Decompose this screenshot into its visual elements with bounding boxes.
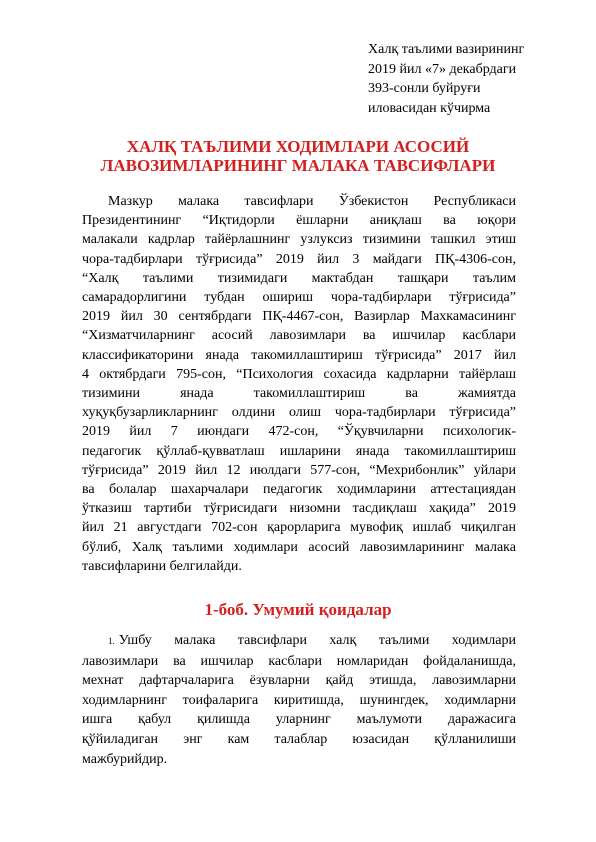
- numbered-item-1: [82, 631, 516, 769]
- paragraph-line: малакали кадрлар тайёрлашнинг узлуксиз тизимини ташкил этиш: [82, 232, 516, 248]
- paragraph-line: ва болалар шахарчалари педагогик ходимларини аттестациядан: [82, 482, 516, 498]
- paragraph-line: Мазкур малака тавсифлари Ўзбекистон Республикаси: [108, 194, 516, 209]
- paragraph-line: [82, 631, 516, 652]
- paragraph-line: хуқуқбузарликларнинг олдини олиш чора-тадбирлари тўғрисида”: [82, 405, 516, 421]
- header-line: Халқ таълими вазирининг: [368, 42, 525, 57]
- paragraph-line: Президентининг “Иқтидорли ёшларни аниқлаш ва юқори: [82, 213, 516, 229]
- chapter-heading: 1-боб. Умумий қоидалар: [204, 600, 392, 619]
- paragraph-line: лавозимлари ва ишчилар касблари номларидан фойдаланишда,: [82, 653, 516, 669]
- header-line: 2019 йил «7» декабрдаги: [368, 61, 517, 77]
- paragraph-line: самарадорлигини тубдан ошириш чора-тадбирлари тўғрисида”: [82, 290, 516, 306]
- paragraph-line: 2019 йил 7 июндаги 472-сон, “Ўқувчиларни психологик-: [82, 424, 516, 440]
- paragraph-line: мехнат дафтарчаларига ёзувларни қайд этишда, лавозимларни: [82, 673, 516, 689]
- paragraph-line: йил 21 августдаги 702-сон қарорларига мувофиқ ишлаб чиқилган: [82, 520, 516, 536]
- paragraph-line: педагогик қўллаб-қувватлаш ишларини янада такомиллаштириш: [82, 443, 516, 459]
- paragraph-line: “Халқ таълими тизимидаги мактабдан ташқари таълим: [82, 270, 516, 286]
- paragraph-line: бўлиб, Халқ таълими ходимлари асосий лавозимларининг малака: [82, 539, 516, 555]
- paragraph-line: классификаторини янада такомиллаштириш тўғрисида” 2017 йил: [82, 347, 516, 363]
- item-number: 1.: [108, 636, 115, 646]
- paragraph-line: 4 октябрдаги 795-сон, “Психология сохасида кадрларни тайёрлаш: [82, 366, 516, 382]
- paragraph-line: қўйиладиган энг кам талаблар юзасидан қўлланилиши: [82, 731, 516, 747]
- paragraph-line: 2019 йил 30 сентябрдаги ПҚ-4467-сон, Вазирлар Махкамасининг: [82, 309, 516, 325]
- paragraph-line: ходимларнинг тоифаларига киритишда, шунингдек, ходимларни: [82, 692, 516, 708]
- header-line: иловасидан кўчирма: [368, 100, 491, 116]
- paragraph-line: мажбурийдир.: [82, 751, 168, 767]
- title-line-2: ЛАВОЗИМЛАРИНИНГ МАЛАКА ТАВСИФЛАРИ: [100, 156, 496, 175]
- paragraph-line: “Хизматчиларнинг асосий лавозимлари ва ишчилар касблари: [82, 328, 516, 344]
- title-line-1: ХАЛҚ ТАЪЛИМИ ХОДИМЛАРИ АСОСИЙ: [126, 137, 470, 156]
- paragraph-line: тизимини янада такомиллаштириш ва жамиятда: [82, 386, 516, 402]
- item-first-line-text: Ушбу малака тавсифлари халқ таълими ходимлари: [118, 633, 516, 648]
- paragraph-line: тўғрисида” 2019 йил 12 июлдаги 577-сон, “Мехрибонлик” уйлари: [82, 462, 516, 478]
- paragraph-line: ишга қабул қилишда уларнинг маълумоти даражасига: [82, 712, 516, 728]
- document-title: [40, 137, 556, 175]
- paragraph-line: ўтказиш тартиби тўғрисидаги низомни тасдиқлаш хақида” 2019: [82, 501, 516, 517]
- intro-paragraph: [82, 192, 516, 576]
- header-line: 393-сонли буйруғи: [368, 81, 481, 96]
- paragraph-line: тавсифларини белгилайди.: [82, 558, 242, 574]
- paragraph-line: чора-тадбирлари тўғрисида” 2019 йил 3 майдаги ПҚ-4306-сон,: [82, 251, 516, 267]
- order-reference-header: [368, 40, 568, 118]
